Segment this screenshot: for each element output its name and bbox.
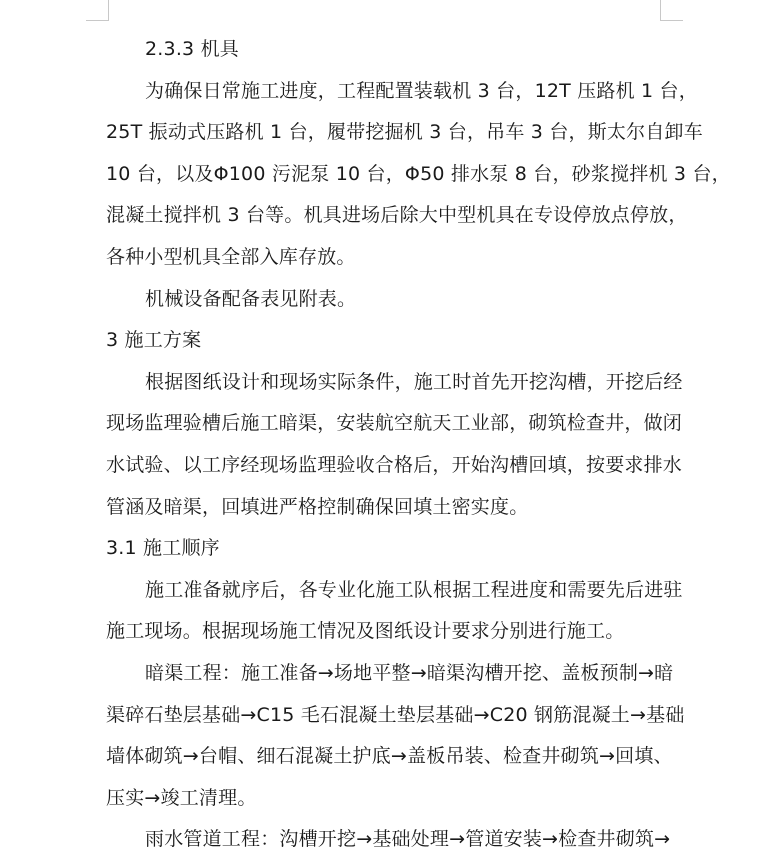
text-line: 墙体砌筑→台帽、细石混凝土护底→盖板吊装、检查井砌筑→回填、 <box>106 745 673 768</box>
heading-2-3-3: 2.3.3 机具 <box>145 38 239 60</box>
text-line: 管涵及暗渠，回填进严格控制确保回填土密实度。 <box>106 495 529 518</box>
page-corner-mark-right <box>660 0 683 21</box>
text-line: 各种小型机具全部入库存放。 <box>106 245 356 268</box>
text-line: 渠碎石垫层基础→C15 毛石混凝土垫层基础→C20 钢筋混凝土→基础 <box>106 703 685 726</box>
heading-3: 3 施工方案 <box>106 329 202 352</box>
text-line: 暗渠工程：施工准备→场地平整→暗渠沟槽开挖、盖板预制→暗 <box>145 661 674 684</box>
page-corner-mark-left <box>86 0 109 21</box>
text-line: 现场监理验槽后施工暗渠，安装航空航天工业部，砌筑检查井，做闭 <box>106 412 683 435</box>
heading-3-1: 3.1 施工顺序 <box>106 537 220 560</box>
text-line: 混凝土搅拌机 3 台等。机具进场后除大中型机具在专设停放点停放， <box>106 204 688 227</box>
text-line: 10 台，以及Φ100 污泥泵 10 台，Φ50 排水泵 8 台，砂浆搅拌机 3 台， <box>106 162 731 185</box>
text-line: 压实→竣工清理。 <box>106 786 257 809</box>
document-body <box>106 29 731 861</box>
text-line: 为确保日常施工进度，工程配置装载机 3 台，12T 压路机 1 台， <box>145 79 698 102</box>
text-line: 雨水管道工程：沟槽开挖→基础处理→管道安装→检查井砌筑→ <box>145 828 671 851</box>
text-line: 施工准备就序后，各专业化施工队根据工程进度和需要先后进驻 <box>145 578 683 601</box>
text-line: 25T 振动式压路机 1 台，履带挖掘机 3 台，吊车 3 台，斯太尔自卸车 <box>106 121 703 144</box>
text-line: 机械设备配备表见附表。 <box>145 287 357 310</box>
text-line: 根据图纸设计和现场实际条件，施工时首先开挖沟槽，开挖后经 <box>145 370 683 393</box>
text-line: 水试验、以工序经现场监理验收合格后，开始沟槽回填，按要求排水 <box>106 453 683 476</box>
text-line: 施工现场。根据现场施工情况及图纸设计要求分别进行施工。 <box>106 620 625 643</box>
